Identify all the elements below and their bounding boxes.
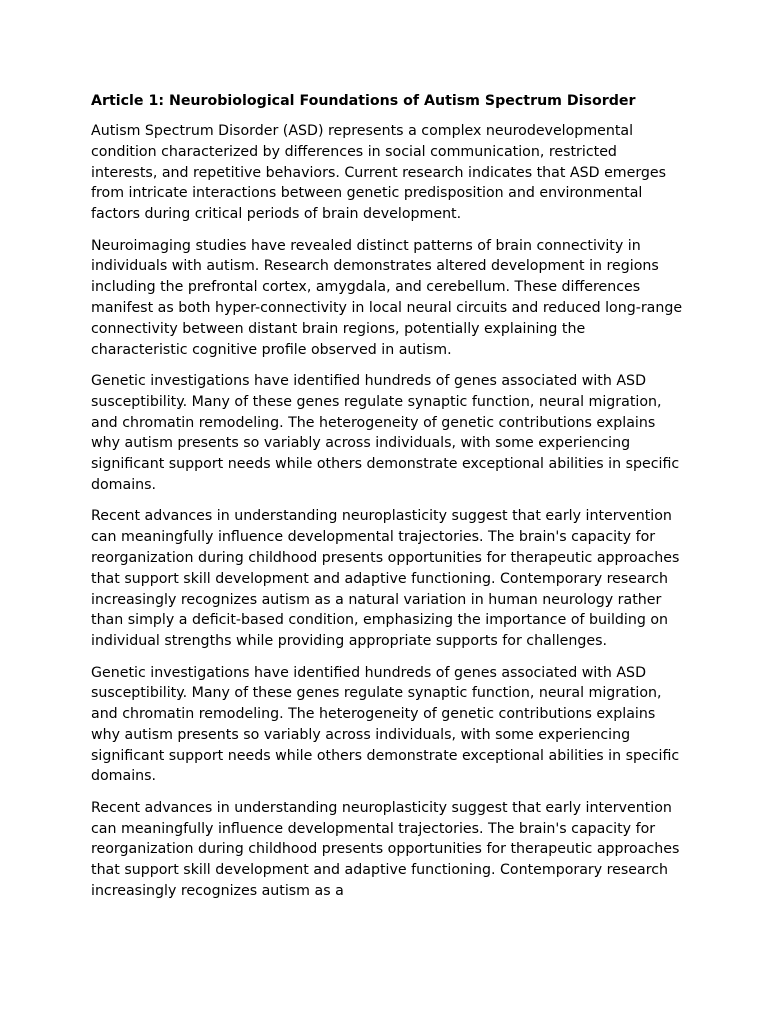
paragraph-asd-definition: Autism Spectrum Disorder (ASD) represents a complex neurodevelopmental condition characterized by differences in social communication, restricted interests, and repetitive behaviors. Current research indicates that ASD emerges from intricate interactions between genetic predisposition and environmental factors during critical periods of brain development. xyxy=(91,123,667,223)
paragraph-neuroplasticity: Recent advances in understanding neuroplasticity suggest that early intervention can meaningfully influence developmental trajectories. The brain's capacity for reorganization during childhood presents opportunities for therapeutic approaches that support skill development and adaptive functioning. Contemporary research increasingly recognizes autism as a natural variation in human neurology rather than simply a deficit-based condition, emphasizing the importance of building on individual strengths while providing appropriate supports for challenges. xyxy=(91,508,680,650)
paragraph-neuroplasticity-repeat: Recent advances in understanding neuroplasticity suggest that early intervention can meaningfully influence developmental trajectories. The brain's capacity for reorganization during childhood presents opportunities for therapeutic approaches that support skill development and adaptive functioning. Contemporary research increasingly recognizes autism as a xyxy=(91,799,680,900)
document-page xyxy=(91,90,683,912)
article-title: Article 1: Neurobiological Foundations of Autism Spectrum Disorder xyxy=(91,93,636,109)
paragraph-genetics: Genetic investigations have identified hundreds of genes associated with ASD susceptibility. Many of these genes regulate synaptic function, neural migration, and chromatin remodeling. The heterogeneity of genetic contributions explains why autism presents so variably across individuals, with some experiencing significant support needs while others demonstrate exceptional abilities in specific domains. xyxy=(91,372,680,493)
paragraph-neuroimaging: Neuroimaging studies have revealed distinct patterns of brain connectivity in individuals with autism. Research demonstrates altered development in regions including the prefrontal cortex, amygdala, and cerebellum. These differences manifest as both hyper-connectivity in local neural circuits and reduced long-range connectivity between distant brain regions, potentially explaining the characteristic cognitive profile observed in autism. xyxy=(91,237,683,358)
paragraph-genetics-repeat: Genetic investigations have identified hundreds of genes associated with ASD susceptibility. Many of these genes regulate synaptic function, neural migration, and chromatin remodeling. The heterogeneity of genetic contributions explains why autism presents so variably across individuals, with some experiencing significant support needs while others demonstrate exceptional abilities in specific domains. xyxy=(91,664,680,785)
